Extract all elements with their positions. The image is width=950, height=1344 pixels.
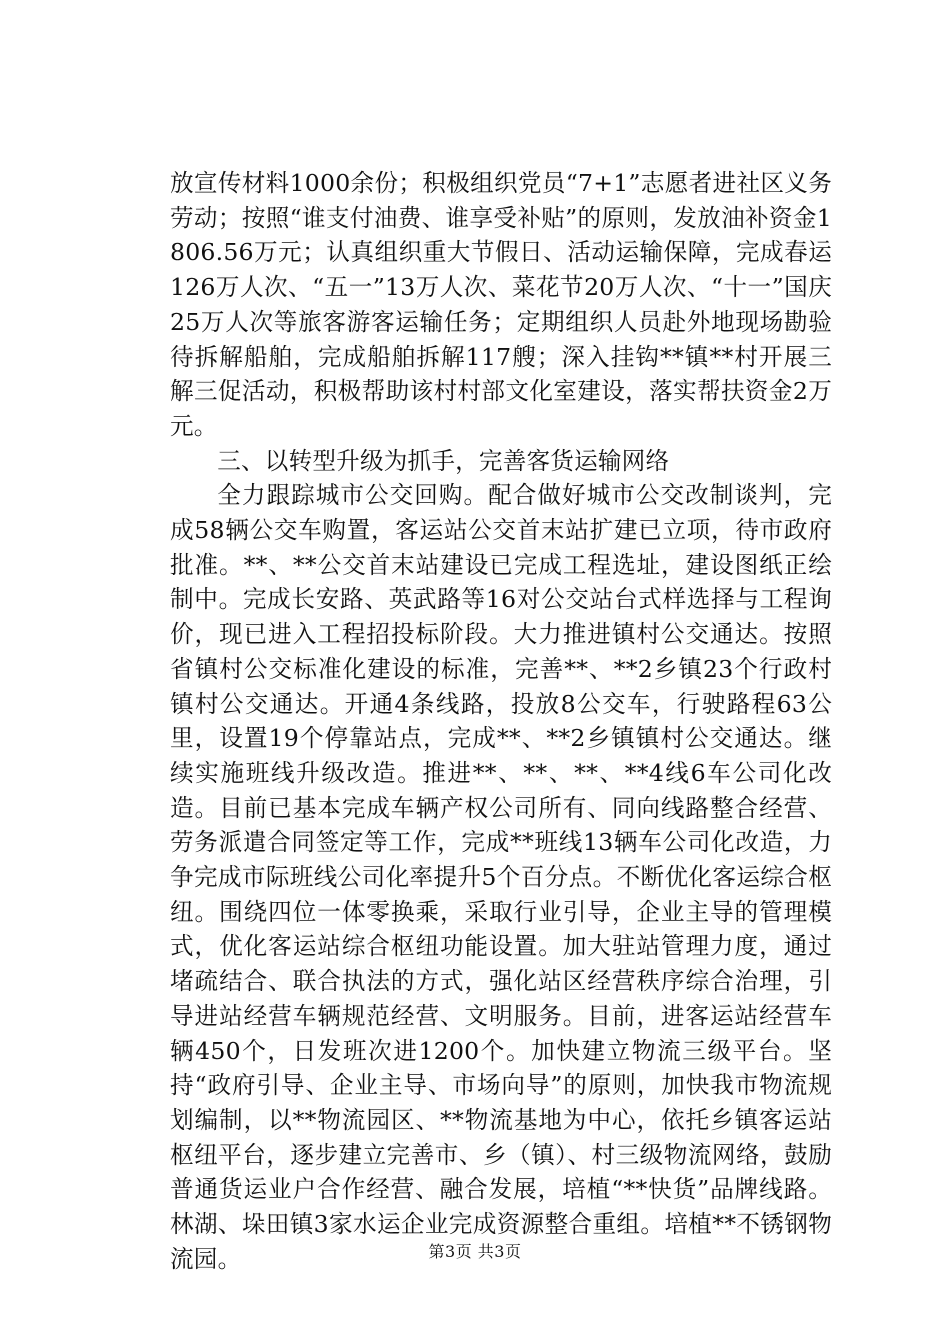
paragraph-continued-list: 放宣传材料1000余份；积极组织党员“7+1”志愿者进社区义务劳动；按照“谁支付油费、谁享受补贴”的原则，发放油补资金1806.56万元；认真组织重大节假日、活动运输保障，完成春运126万人次、“五一”13万人次、菜花节20万人次、“十一”国庆25万人次等旅客游客运输任务；定期组织人员赴外地现场勘验待拆解船舶，完成船舶拆解117艘；深入挂钩**镇**村开展三解三促活动，积极帮助该村村部文化室建设，落实帮扶资金2万元。 [170, 169, 832, 440]
document-body [170, 166, 832, 1277]
page-footer: 第3页 共3页 [428, 1242, 522, 1261]
section-heading: 三、以转型升级为抓手，完善客货运输网络 [217, 446, 670, 475]
paragraph-transport-network: 全力跟踪城市公交回购。配合做好城市公交改制谈判，完成58辆公交车购置，客运站公交首末站扩建已立项，待市政府批准。**、**公交首末站建设已完成工程选址，建设图纸正绘制中。完成长安路、英武路等16对公交站台式样选择与工程询价，现已进入工程招投标阶段。大力推进镇村公交通达。按照省镇村公交标准化建设的标准，完善**、**2乡镇23个行政村镇村公交通达。开通4条线路，投放8公交车，行驶路程63公里，设置19个停靠站点，完成**、**2乡镇镇村公交通达。继续实施班线升级改造。推进**、**、**、**4线6车公司化改造。目前已基本完成车辆产权公司所有、同向线路整合经营、劳务派遣合同签定等工作，完成**班线13辆车公司化改造，力争完成市际班线公司化率提升5个百分点。不断优化客运综合枢纽。围绕四位一体零换乘，采取行业引导，企业主导的管理模式，优化客运站综合枢纽功能设置。加大驻站管理力度，通过堵疏结合、联合执法的方式，强化站区经营秩序综合治理，引导进站经营车辆规范经营、文明服务。目前，进客运站经营车辆450个，日发班次进1200个。加快建立物流三级平台。坚持“政府引导、企业主导、市场向导”的原则，加快我市物流规划编制，以**物流园区、**物流基地为中心，依托乡镇客运站枢纽平台，逐步建立完善市、乡（镇）、村三级物流网络，鼓励普通货运业户合作经营、融合发展，培植“**快货”品牌线路。林湖、垛田镇3家水运企业完成资源整合重组。培植**不锈钢物流园。 [170, 481, 832, 1273]
